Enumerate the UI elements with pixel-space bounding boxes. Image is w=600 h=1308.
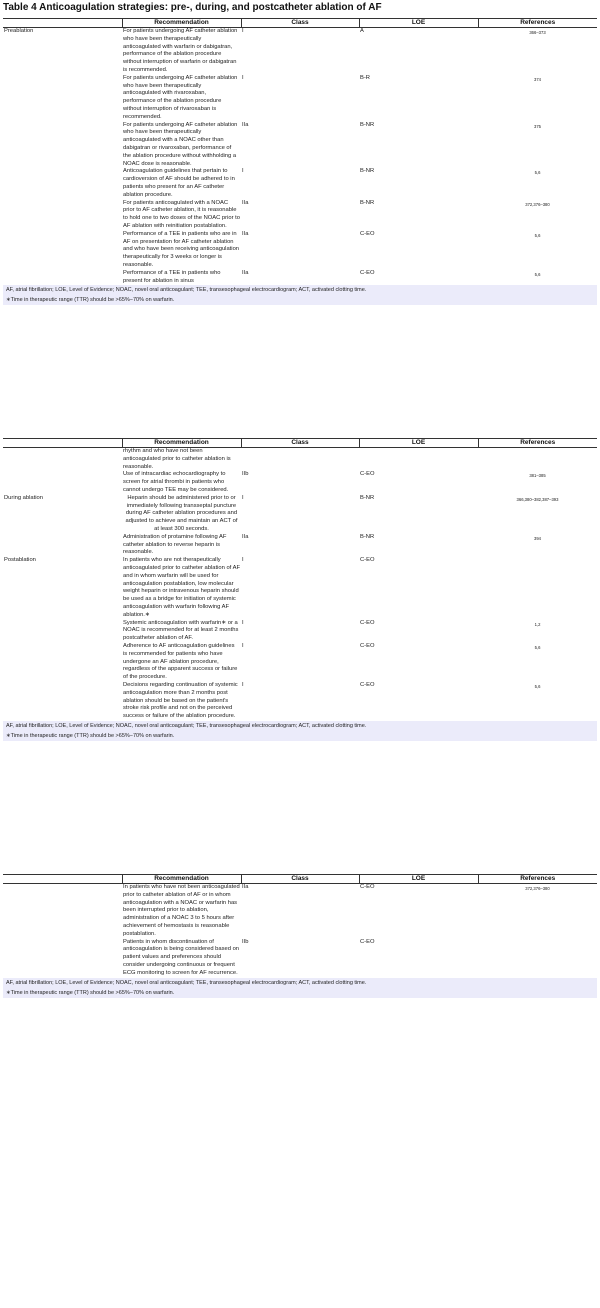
recommendations-table bbox=[3, 18, 597, 285]
recommendation-cell: In patients who are not therapeutically anticoagulated prior to catheter ablation of AF and in whom warfarin will be used for anticoagulation postablation, low molecular weight heparin or intravenous heparin should be used as a bridge for initiation of systemic anticoagulation with warfarin following AF ablation.∗ bbox=[123, 557, 240, 618]
table-row bbox=[3, 557, 597, 619]
class-cell: IIa bbox=[242, 884, 249, 890]
class-cell: IIb bbox=[242, 938, 249, 945]
loe-cell bbox=[359, 448, 478, 472]
phase-cell bbox=[3, 75, 122, 122]
class-cell: IIa bbox=[242, 121, 249, 128]
recommendation-cell: rhythm and who have not been anticoagulated prior to catheter ablation is reasonable. bbox=[123, 448, 231, 470]
phase-cell bbox=[3, 471, 122, 494]
table-row bbox=[3, 200, 597, 231]
references-cell: 394 bbox=[534, 535, 541, 541]
table-row bbox=[3, 122, 597, 169]
table-row bbox=[3, 495, 597, 534]
phase-cell bbox=[3, 884, 122, 939]
loe-cell: C-EO bbox=[360, 681, 375, 688]
recommendation-cell: Use of intracardiac echocardiography to screen for atrial thrombi in patients who cannot undergo TEE may be considered. bbox=[123, 471, 229, 493]
footnote-ttr: ∗Time in therapeutic range (TTR) should be >65%−70% on warfarin. bbox=[3, 731, 597, 741]
loe-cell: B-R bbox=[360, 74, 370, 81]
header-references: References bbox=[478, 19, 597, 28]
table-row bbox=[3, 28, 597, 75]
recommendation-cell: Decisions regarding continuation of systemic anticoagulation more than 2 months post ablation should be based on the patient's stroke risk profile and not on the perceived success or failure of the ablation procedure. bbox=[123, 681, 238, 720]
recommendation-cell: For patients undergoing AF catheter ablation who have been therapeutically anticoagulated with rivaroxaban, performance of the ablation procedure without interruption of rivaroxaban is recommended. bbox=[123, 74, 238, 120]
table-title: Table 4 Anticoagulation strategies: pre-, during, and postcatheter ablation of AF bbox=[3, 2, 382, 13]
phase-cell bbox=[3, 620, 122, 643]
loe-cell: C-EO bbox=[360, 230, 375, 237]
loe-cell: B-NR bbox=[360, 199, 375, 206]
table-row bbox=[3, 939, 597, 978]
class-cell: I bbox=[242, 74, 244, 81]
header-class: Class bbox=[241, 875, 359, 884]
header-class: Class bbox=[241, 19, 359, 28]
header-references: References bbox=[478, 875, 597, 884]
header-recommendation: Recommendation bbox=[122, 439, 241, 448]
phase-cell bbox=[3, 168, 122, 199]
header-class: Class bbox=[241, 439, 359, 448]
recommendation-cell: Performance of a TEE in patients who are in AF on presentation for AF catheter ablation and who have been receiving anticoagulation therapeutically for 3 weeks or longer is reasonable. bbox=[123, 230, 240, 268]
references-cell: 5,6 bbox=[534, 170, 541, 176]
header-loe: LOE bbox=[359, 19, 478, 28]
class-cell: I bbox=[242, 28, 244, 34]
loe-cell: A bbox=[360, 28, 364, 34]
recommendation-cell: For patients undergoing AF catheter ablation who have been therapeutically anticoagulated with a NOAC other than dabigatran or rivaroxaban, performance of the ablation procedure without withholding a NOAC dose is reasonable. bbox=[123, 121, 238, 167]
header-phase bbox=[3, 19, 122, 28]
loe-cell: C-EO bbox=[360, 938, 375, 945]
references-cell: 366,380–382,387–393 bbox=[516, 496, 559, 502]
references-cell: 372,376–380 bbox=[525, 201, 550, 207]
loe-cell: B-NR bbox=[360, 533, 375, 540]
recommendations-table bbox=[3, 874, 597, 978]
recommendation-cell: Performance of a TEE in patients who present for ablation in sinus bbox=[123, 269, 221, 284]
class-cell: IIa bbox=[242, 199, 249, 206]
loe-cell: B-NR bbox=[360, 121, 375, 128]
header-recommendation: Recommendation bbox=[122, 19, 241, 28]
phase-cell bbox=[3, 682, 122, 721]
phase-cell bbox=[3, 231, 122, 270]
phase-cell bbox=[3, 122, 122, 169]
header-row bbox=[3, 875, 597, 884]
recommendation-cell: Heparin should be administered prior to or immediately following transseptal puncture during AF catheter ablation procedures and adjusted to achieve and maintain an ACT of at least 300 seconds. bbox=[125, 494, 238, 532]
table-row bbox=[3, 884, 597, 939]
table-row bbox=[3, 471, 597, 494]
class-cell: I bbox=[242, 681, 244, 688]
recommendation-cell: Systemic anticoagulation with warfarin∗ or a NOAC is recommended for at least 2 months postcatheter ablation of AF. bbox=[123, 619, 239, 642]
loe-cell: C-EO bbox=[360, 269, 375, 276]
table-part-3 bbox=[3, 874, 597, 998]
references-cell: 381–385 bbox=[529, 473, 546, 479]
references-cell bbox=[478, 939, 597, 978]
class-cell: IIa bbox=[242, 533, 249, 540]
class-cell: IIa bbox=[242, 269, 249, 276]
class-cell: IIa bbox=[242, 230, 249, 237]
table-row bbox=[3, 270, 597, 286]
recommendation-cell: Anticoagulation guidelines that pertain to cardioversion of AF should be adhered to in patients who present for an AF catheter ablation procedure. bbox=[123, 168, 235, 198]
phase-cell bbox=[3, 270, 122, 286]
phase-cell bbox=[3, 534, 122, 557]
references-cell: 5,6 bbox=[534, 644, 541, 650]
references-cell: 372,376–380 bbox=[525, 886, 550, 891]
header-phase bbox=[3, 875, 122, 884]
header-references: References bbox=[478, 439, 597, 448]
phase-cell: During ablation bbox=[4, 494, 43, 501]
footnote-abbreviations: AF, atrial fibrillation; LOE, Level of Evidence; NOAC, novel oral anticoagulant; TEE, transesophageal electrocardiogram; ACT, activated clotting time. bbox=[3, 285, 597, 295]
phase-cell bbox=[3, 200, 122, 231]
header-row bbox=[3, 19, 597, 28]
table-part-2 bbox=[3, 438, 597, 741]
references-cell: 1,2 bbox=[534, 621, 541, 627]
recommendation-cell: For patients undergoing AF catheter ablation who have been therapeutically anticoagulated with warfarin or dabigatran, performance of the ablation procedure without interruption of warfarin or dabigatran is recommended. bbox=[123, 28, 238, 73]
table-row bbox=[3, 620, 597, 643]
header-loe: LOE bbox=[359, 439, 478, 448]
loe-cell: B-NR bbox=[360, 168, 375, 175]
footnote-ttr: ∗Time in therapeutic range (TTR) should be >65%−70% on warfarin. bbox=[3, 988, 597, 998]
loe-cell: C-EO bbox=[360, 642, 375, 649]
class-cell: I bbox=[242, 168, 244, 175]
recommendation-cell: For patients anticoagulated with a NOAC prior to AF catheter ablation, it is reasonable to hold one to two doses of the NOAC prior to AF ablation with reinitiation postablation. bbox=[123, 199, 240, 229]
phase-cell bbox=[3, 939, 122, 978]
recommendation-cell: Patients in whom discontinuation of anticoagulation is being considered based on patient values and preferences should consider undergoing continuous or frequent ECG monitoring to screen for AF recurrence. bbox=[123, 938, 240, 976]
table-row bbox=[3, 534, 597, 557]
loe-cell: C-EO bbox=[360, 471, 375, 478]
class-cell: I bbox=[242, 619, 244, 626]
footnote-ttr: ∗Time in therapeutic range (TTR) should be >65%−70% on warfarin. bbox=[3, 295, 597, 305]
table-row bbox=[3, 75, 597, 122]
header-loe: LOE bbox=[359, 875, 478, 884]
phase-cell bbox=[3, 448, 122, 472]
table-row bbox=[3, 168, 597, 199]
footnote-abbreviations: AF, atrial fibrillation; LOE, Level of Evidence; NOAC, novel oral anticoagulant; TEE, transesophageal electrocardiogram; ACT, activated clotting time. bbox=[3, 978, 597, 988]
references-cell: 366–373 bbox=[529, 30, 546, 35]
loe-cell: C-EO bbox=[360, 619, 375, 626]
loe-cell: C-EO bbox=[360, 884, 375, 890]
recommendation-cell: Adherence to AF anticoagulation guidelines is recommended for patients who have undergone an AF ablation procedure, regardless of the apparent success or failure of the procedure. bbox=[123, 642, 238, 681]
class-cell: I bbox=[242, 494, 244, 501]
header-recommendation: Recommendation bbox=[122, 875, 241, 884]
recommendation-cell: Administration of protamine following AF catheter ablation to reverse heparin is reasonable. bbox=[123, 533, 227, 556]
references-cell: 5,6 bbox=[534, 232, 541, 238]
header-phase bbox=[3, 439, 122, 448]
references-cell: 374 bbox=[534, 76, 541, 82]
table-row bbox=[3, 682, 597, 721]
class-cell bbox=[241, 448, 359, 472]
class-cell: I bbox=[242, 557, 244, 564]
references-cell: 5,6 bbox=[534, 683, 541, 689]
references-cell: 5,6 bbox=[534, 271, 541, 277]
references-cell: 375 bbox=[534, 123, 541, 129]
recommendations-table bbox=[3, 438, 597, 721]
table-row bbox=[3, 231, 597, 270]
header-row bbox=[3, 439, 597, 448]
references-cell bbox=[478, 448, 597, 472]
loe-cell: B-NR bbox=[360, 494, 375, 501]
table-part-1 bbox=[3, 18, 597, 305]
loe-cell: C-EO bbox=[360, 557, 375, 564]
phase-cell: Postablation bbox=[4, 557, 36, 564]
references-cell bbox=[478, 557, 597, 619]
recommendation-cell: In patients who have not been anticoagulated prior to catheter ablation of AF or in whom anticoagulation with a NOAC or warfarin has been interrupted prior to ablation, administration of a NOAC 3 to 5 hours after achievement of hemostasis is reasonable postablation. bbox=[123, 884, 240, 937]
class-cell: IIb bbox=[242, 471, 249, 478]
phase-cell: Preablation bbox=[4, 28, 34, 34]
table-row bbox=[3, 448, 597, 472]
phase-cell bbox=[3, 643, 122, 682]
table-row bbox=[3, 643, 597, 682]
class-cell: I bbox=[242, 642, 244, 649]
footnote-abbreviations: AF, atrial fibrillation; LOE, Level of Evidence; NOAC, novel oral anticoagulant; TEE, transesophageal electrocardiogram; ACT, activated clotting time. bbox=[3, 721, 597, 731]
